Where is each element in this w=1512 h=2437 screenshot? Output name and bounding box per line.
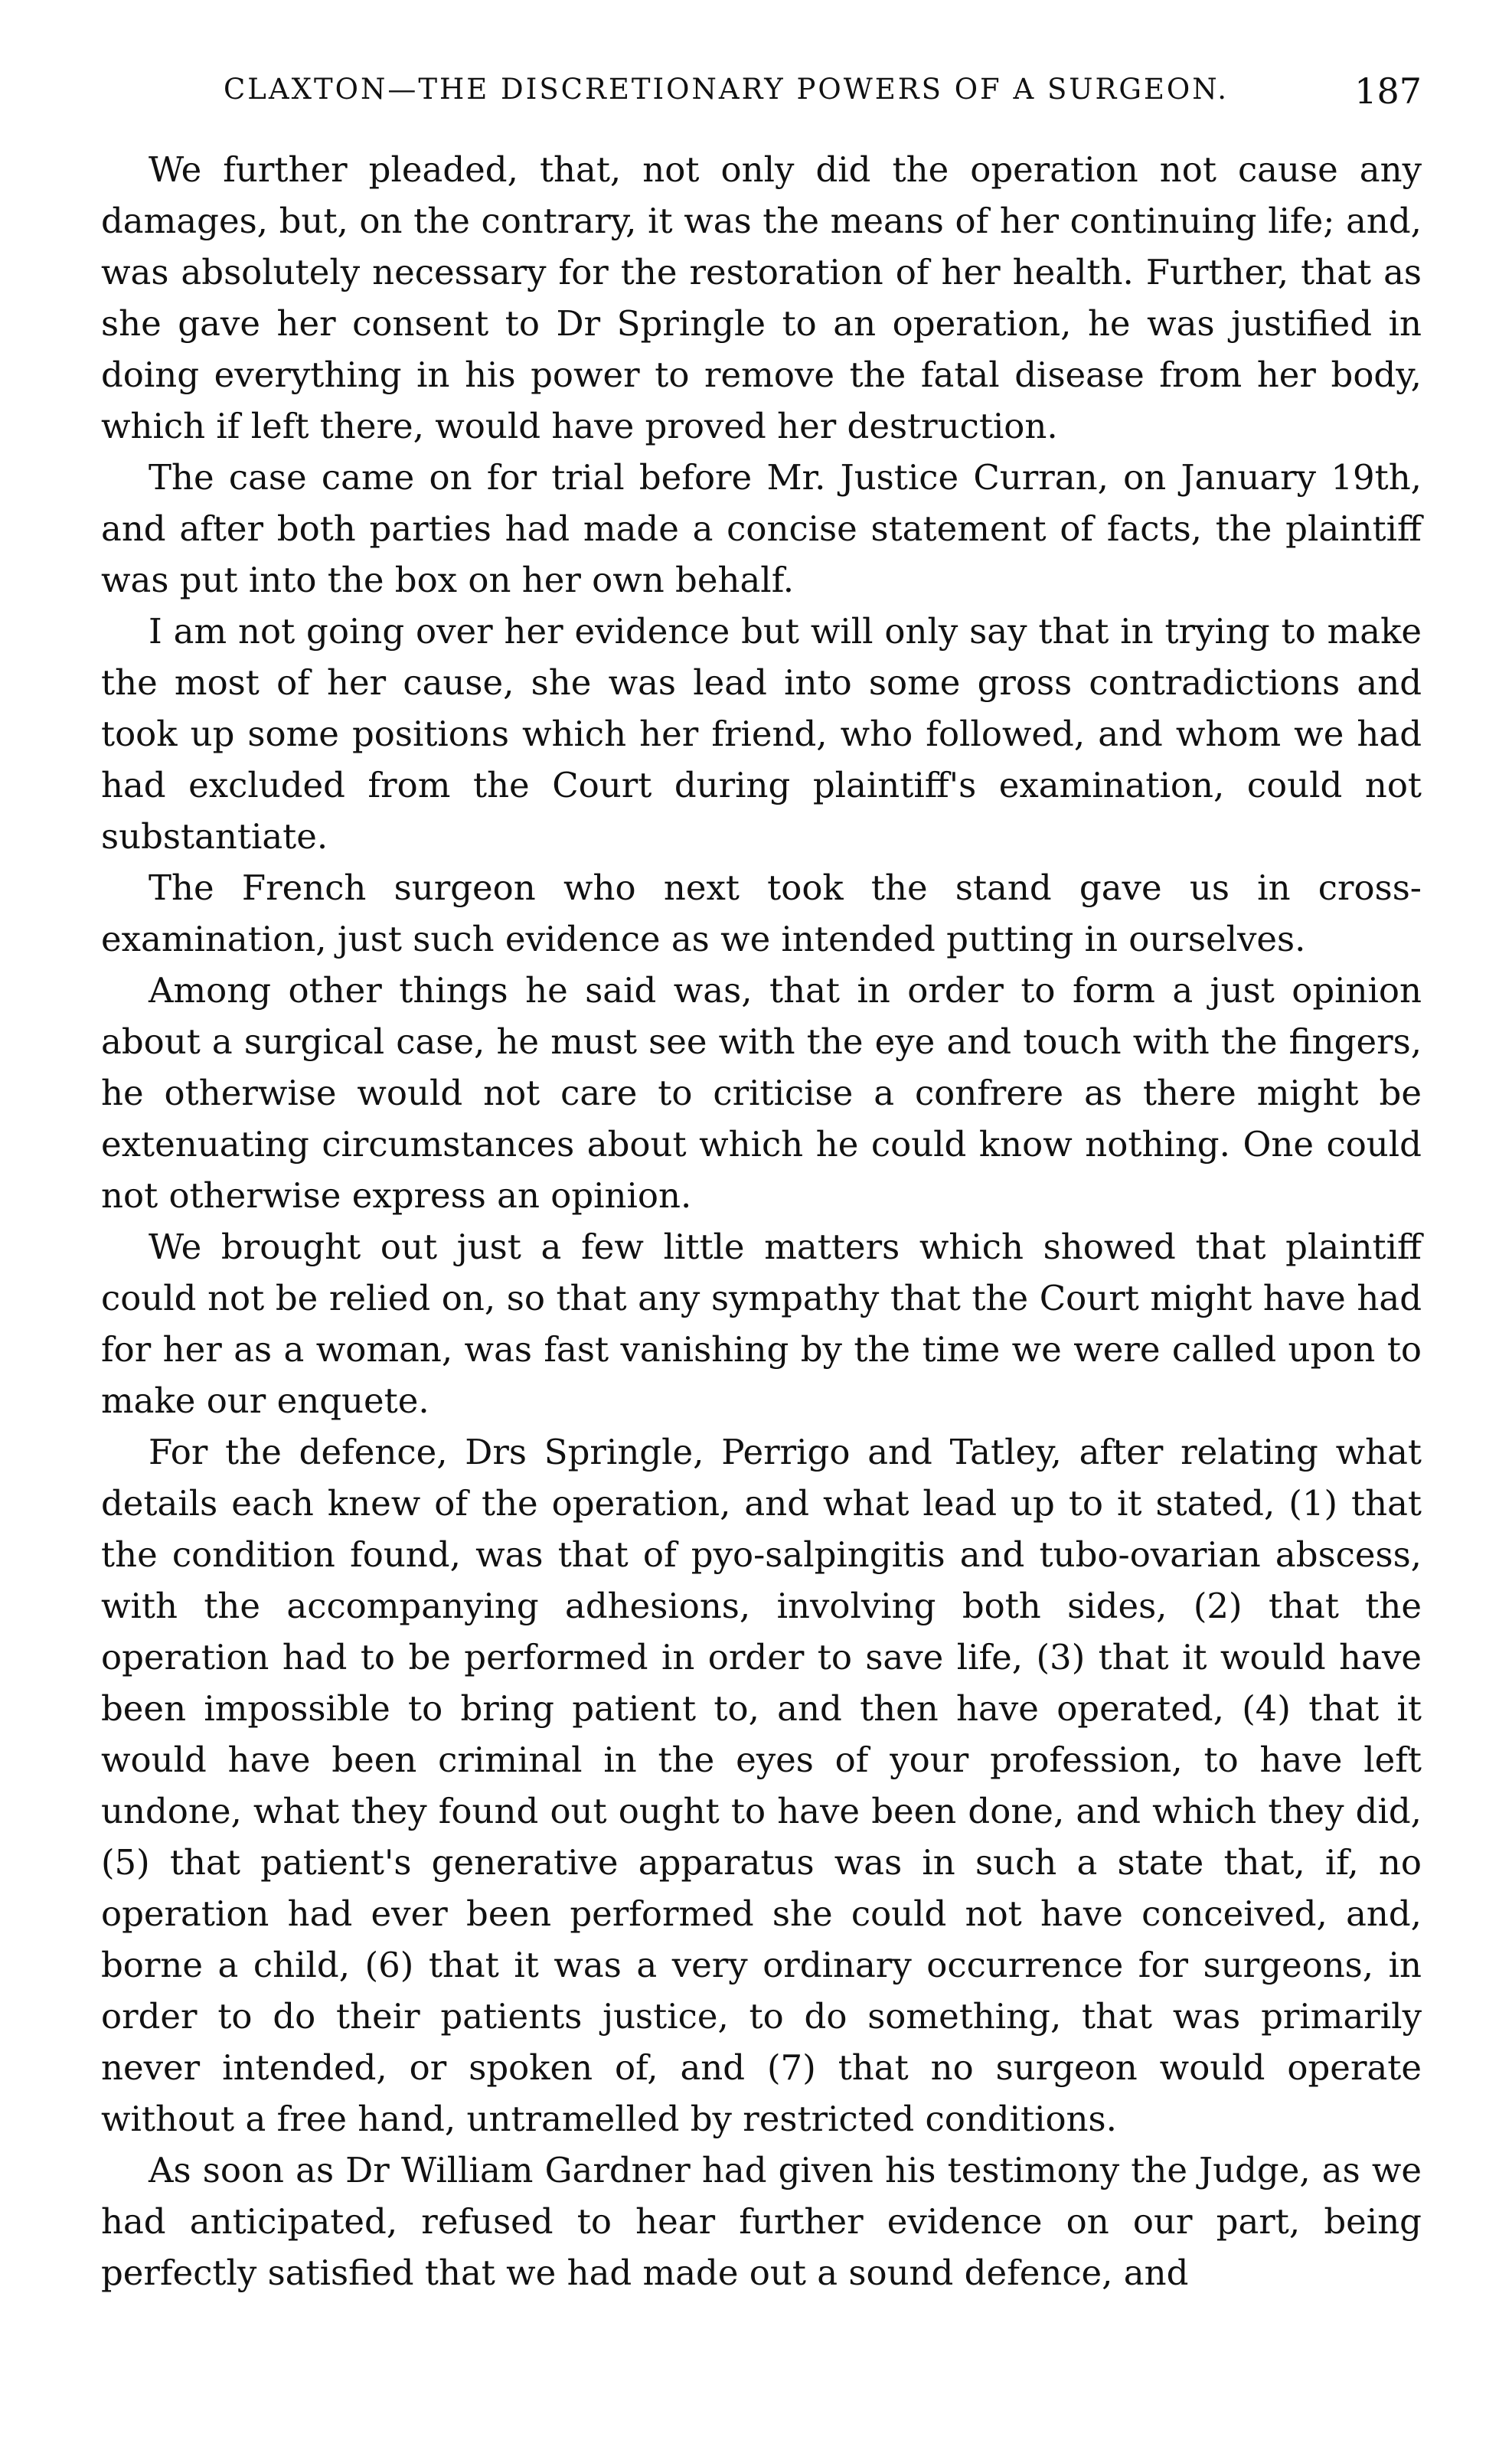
page-header <box>101 70 1422 126</box>
paragraph-french-surgeon: The French surgeon who next took the stand gave us in cross-examination, just such evidence as we intended putting in ourselves. <box>101 867 1422 959</box>
page-number: 187 <box>1354 70 1422 112</box>
paragraph-pleadings: We further pleaded, that, not only did the operation not cause any damages, but, on the contrary, it was the means of her continuing life; and, was absolutely necessary for the restoration of her health. Further, that as she gave her consent to Dr Springle to an operation, he was justified in doing everything in his power to remove the fatal disease from her body, which if left there, would have proved her destruction. <box>101 149 1422 446</box>
running-title: CLAXTON—THE DISCRETIONARY POWERS OF A SURGEON. <box>224 73 1230 106</box>
paragraph-defence: For the defence, Drs Springle, Perrigo and Tatley, after relating what details each knew of the operation, and what lead up to it stated, (1) that the condition found, was that of pyo-salpingitis and tubo-ovarian abscess, with the accompanying adhesions, involving both sides, (2) that the operation had to be performed in order to save life, (3) that it would have been impossible to bring patient to, and then have operated, (4) that it would have been criminal in the eyes of your profession, to have left undone, what they found out ought to have been done, and which they did, (5) that patient's generative apparatus was in such a state that, if, no operation had ever been performed she could not have conceived, and, borne a child, (6) that it was a very ordinary occurrence for surgeons, in order to do their patients justice, to do something, that was primarily never intended, or spoken of, and (7) that no surgeon would operate without a free hand, untramelled by restricted conditions. <box>101 1432 1422 2139</box>
paragraph-sympathy: We brought out just a few little matters which showed that plaintiff could not be relied on, so that any sympathy that the Court might have had for her as a woman, was fast vanishing by the time we were called upon to make our enquete. <box>101 1227 1422 1421</box>
paragraph-judge: As soon as Dr William Gardner had given his testimony the Judge, as we had anticipated, refused to hear further evidence on our part, being perfectly satisfied that we had made out a sound defence, and <box>101 2150 1422 2293</box>
paragraph-opinion: Among other things he said was, that in order to form a just opinion about a surgical case, he must see with the eye and touch with the fingers, he otherwise would not care to criticise a confrere as there might be extenuating circumstances about which he could know nothing. One could not otherwise express an opinion. <box>101 970 1422 1216</box>
paragraph-evidence: I am not going over her evidence but will only say that in trying to make the most of her cause, she was lead into some gross contradictions and took up some positions which her friend, who followed, and whom we had had excluded from the Court during plaintiff's examination, could not substantiate. <box>101 611 1422 857</box>
paragraph-trial: The case came on for trial before Mr. Justice Curran, on January 19th, and after both parties had made a concise statement of facts, the plaintiff was put into the box on her own behalf. <box>101 457 1422 600</box>
body-text <box>101 144 1422 2298</box>
